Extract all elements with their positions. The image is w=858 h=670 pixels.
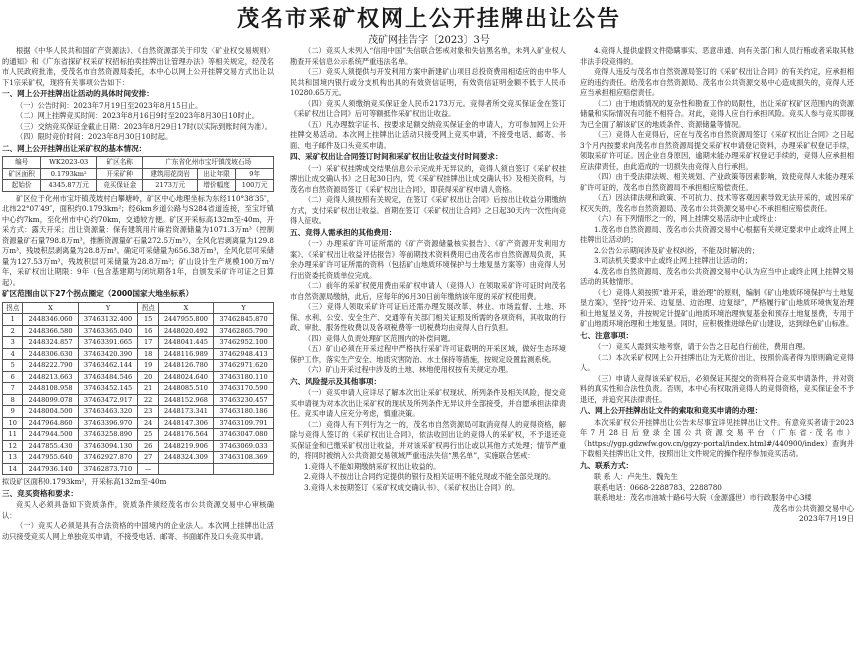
- s3-item: （五）凡办理数字证书、按要求足额交纳竞买保证金的申请人，方可参加网上公开挂牌交易活动。本次网上挂牌出让活动只接受网上竞买申请，不接受电话、邮寄、书面、电子邮件及口头竞买申请。: [290, 119, 566, 150]
- coordinate-cell: [214, 463, 274, 475]
- coordinate-cell: 37463180.110: [214, 371, 274, 383]
- signature-org: 茂名市公共资源交易中心: [772, 503, 854, 513]
- cell: 开采矿种: [96, 168, 142, 180]
- coordinate-cell: 37463069.033: [214, 440, 274, 452]
- s6-item: 1.竞得人不能如期缴纳采矿权出让收益的。: [304, 461, 441, 471]
- s1-item: （二）网上挂牌竞买时间：2023年8月16日9时至2023年8月30日10时止。: [16, 111, 260, 120]
- s3-item: （二）竞买人未列入“信用中国”失信联合惩戒对象和失信黑名单，未列入矿业权人勘查开采信息公示系统严重违法名单。: [290, 46, 566, 66]
- basic-info-table: [2, 156, 274, 192]
- coordinate-cell: 37463047.080: [214, 429, 274, 441]
- s5-item: （六）矿山开采过程中涉及的土地、林地使用权按有关规定办理。: [304, 365, 513, 374]
- cell: 竞买保证金: [96, 180, 142, 192]
- coordinate-cell: 2448024.640: [158, 371, 213, 383]
- cell: 编号: [3, 157, 41, 169]
- s4-item: （二）竞得人须按照有关规定，在签订《采矿权出让合同》后按出让收益分期缴纳方式，支付采矿权出让收益。首期在签订《采矿权出让合同》之日起30天内一次性向竞得人征收。: [290, 195, 566, 225]
- coordinate-cell: 2448306.630: [23, 348, 78, 360]
- coordinate-cell: 4: [3, 348, 23, 360]
- coordinate-cell: 2448041.445: [158, 337, 213, 349]
- coordinate-cell: 3: [3, 337, 23, 349]
- coordinate-cell: 37463391.665: [78, 337, 138, 349]
- coordinate-cell: 11: [3, 429, 23, 441]
- coordinate-cell: 8: [3, 394, 23, 406]
- coordinate-cell: 2448099.078: [23, 394, 78, 406]
- section-7-heading: 七、注意事项：: [580, 330, 634, 340]
- coordinate-cell: 12: [3, 440, 23, 452]
- s6-item: （七）竞得人须按照“谁开采，谁治理”的原则，编制《矿山地质环境保护与土地复垦方案》，坚持“边开采、边复垦、边治理、边复绿”，严格履行矿山地质环境恢复治理和土地复垦义务，并按规定计提矿山地质环境治理恢复基金和预存土地复垦费，专用于矿山地质环境治理和土地复垦。同时，应积极推进绿色矿山建设，达到绿色矿山标准。: [580, 287, 854, 328]
- coordinate-cell: 37462865.790: [214, 325, 274, 337]
- section-5-heading: 五、竞得人需承担的其他费用：: [290, 227, 397, 237]
- cell: 100万元: [236, 180, 274, 192]
- coordinate-cell: 37463420.390: [78, 348, 138, 360]
- s6-item: （三）竞得人在竞得后，应在与茂名市自然资源局签订《采矿权出让合同》之日起3个月内按要求向茂名市自然资源局提交采矿权申请登记资料，办理采矿权登记手续，领取采矿许可证。因企业自身原因，逾期未能办理采矿权登记手续的，竞得人应承担相应法律责任，由此造成的一切损失由竞得人自行承担。: [580, 130, 854, 171]
- coordinate-cell: 37463463.320: [78, 406, 138, 418]
- s7-item: （三）申请人竞得该采矿权后，必须保证其提交的资料符合竞买申请条件，并对资料的真实性和合法性负责。否则，本中心有权取消竞得人的竞得资格，竞买保证金不予退还，并追究其法律责任。: [580, 373, 854, 404]
- cell: 起始价: [3, 180, 41, 192]
- coordinate-row: [3, 337, 274, 349]
- column-3: [580, 46, 854, 525]
- coordinate-table: [2, 302, 274, 476]
- contact-line: 联 系 人：卢先生、魏先生: [594, 472, 678, 481]
- s6-item: 1.茂名市自然资源局、茂名市公共资源交易中心根据有关规定要求中止或终止网上挂牌出让活动的；: [580, 224, 854, 244]
- s5-item: （三）竞得人领取采矿许可证后还需办理发展改革、林业、市场监督、土地、环保、水利、公安、安全生产、交通等有关部门相关证照及所需的各项资料，其收取的行政、审批、服务性收费以及各项税费等一切税费均由竞得人自行负担。: [290, 302, 566, 332]
- col-header: 拐点: [138, 302, 158, 314]
- coords-heading: 矿区范围由以下27个拐点圈定（2000国家大地坐标系）: [2, 289, 194, 298]
- col-header: Y: [214, 302, 274, 314]
- coordinate-cell: 37463365.040: [78, 325, 138, 337]
- s7-item: （二）本次采矿权网上公开挂牌出让为无底价出让，按照价高者得为原则确定竞得人。: [580, 352, 854, 372]
- coordinate-cell: 37462948.413: [214, 348, 274, 360]
- coordinate-row: [3, 394, 274, 406]
- coordinate-cell: 21: [138, 383, 158, 395]
- coordinate-cell: 14: [3, 463, 23, 475]
- s4-item: （一）采矿权挂牌成交结果信息公示完成并无异议的，竞得人须自签订《采矿权挂牌出让成交确认书》之日起30日内，凭《采矿权挂牌出让成交确认书》及相关资料，与茂名市自然资源局签订《采矿权出让合同》，即获得采矿权申请人资格。: [290, 163, 566, 194]
- coordinate-cell: 2448126.780: [158, 360, 213, 372]
- coordinate-cell: 22: [138, 394, 158, 406]
- coordinate-cell: 2447964.860: [23, 417, 78, 429]
- coordinate-row: [3, 440, 274, 452]
- coordinate-cell: 37463108.369: [214, 452, 274, 464]
- s1-item: （一）公告时间：2023年7月19日至2023年8月15日止。: [16, 100, 203, 110]
- coordinate-cell: 37462927.870: [78, 452, 138, 464]
- s5-item: （四）竞得人负责处理矿区范围内的补偿问题。: [304, 333, 455, 343]
- s5-item: （一）办理采矿许可证所需的《矿产资源储量核实报告》、《矿产资源开发利用方案》、《采矿权出让收益评估报告》等前期技术资料费用已由茂名市自然资源局负责，其余办理采矿许可证所需的资料（包括矿山地质环境保护与土地复垦方案等）由竞得人另行出资委托资质单位完成。: [290, 239, 566, 280]
- s3-item: 竞买人必须具备如下资质条件，资质条件须经茂名市公共资源交易中心审核确认：: [2, 500, 274, 520]
- coordinate-cell: 6: [3, 371, 23, 383]
- s6-item: 3.竞得人未按期签订《采矿权成交确认书》、《采矿权出让合同》的。: [304, 482, 520, 492]
- coordinate-cell: 37463452.145: [78, 383, 138, 395]
- coordinate-cell: 1: [3, 314, 23, 326]
- cell: 增价幅度: [197, 180, 235, 192]
- coordinate-cell: 37463462.144: [78, 360, 138, 372]
- s6-item: 2.公告公示期间涉及矿业权纠纷，不能及时解决的；: [594, 245, 759, 255]
- coordinate-row: [3, 371, 274, 383]
- coordinate-cell: 2448324.309: [158, 452, 213, 464]
- coordinate-cell: 2448213.663: [23, 371, 78, 383]
- coordinate-cell: 37463094.130: [78, 440, 138, 452]
- s6-item: （二）竞得人有下列行为之一的，茂名市自然资源局可取消竞得人的竞得资格，解除与竞得人签订的《采矿权出让合同》，依法收回出让的竞得人的采矿权，不予退还竞买保证金和已缴采矿权出让收益，并对该采矿权再行出让或以其他方式处理；情节严重的，将同时被纳入公共资源交易领域严重违法失信“黑名单”，实施联合惩戒：: [290, 419, 566, 460]
- coordinate-cell: 23: [138, 406, 158, 418]
- coordinate-cell: 2448004.500: [23, 406, 78, 418]
- coordinate-cell: 2448147.306: [158, 417, 213, 429]
- s3-item: （一）竞买人必须是具有合法资格的中国境内的企业法人。本次网上挂牌出让活动只接受竞买人网上单独竞买申请，不接受电话、邮寄、书面邮件及口头竞买申请。: [2, 521, 274, 541]
- coordinate-cell: 37463180.186: [214, 406, 274, 418]
- coordinate-row: [3, 348, 274, 360]
- s6-item: （一）竞买申请人应详尽了解本次出让采矿权现状、所列条件及相关风险，提交竞买申请视为对本次出让采矿权的现状及所列条件无异议并全部接受，并自愿承担法律责任。竞买申请人应充分考虑，慎重决策。: [290, 388, 566, 418]
- section-8-heading: 八、网上公开挂牌出让文件的索取和竞买申请的办理：: [580, 406, 763, 415]
- s6-item: 竞得人违反与茂名市自然资源局签订的《采矿权出让合同》的有关约定，应承担相应的违约责任。给茂名市自然资源局、茂名市公共资源交易中心造成损失的，竞得人还应当承担相应赔偿责任。: [580, 67, 854, 97]
- coordinate-cell: 2: [3, 325, 23, 337]
- coordinate-cell: 2448222.790: [23, 360, 78, 372]
- section-3-heading: 三、竞买资格和要求：: [2, 488, 78, 498]
- coordinate-cell: 20: [138, 371, 158, 383]
- coordinate-cell: 18: [138, 348, 158, 360]
- cell: 广东省化州市宝圩镇茂坡石场: [143, 157, 274, 169]
- coordinate-row: [3, 314, 274, 326]
- col-header: X: [158, 302, 213, 314]
- s5-item: （五）矿山必须在开采过程中严格执行采矿许可证载明的开采区域，做好生态环境保护工作，落实生产安全、地质灾害防治、水土保持等措施，按规定设置监测系统。: [290, 344, 566, 364]
- coordinate-row: [3, 406, 274, 418]
- coordinate-cell: —: [138, 463, 158, 475]
- coordinate-rows: [3, 314, 274, 475]
- s5-item: （二）前年的采矿权使用费由采矿权申请人（竞得人）在领取采矿许可证时向茂名市自然资源局缴纳，此后，应每年的6月30日前年缴纳该年度的采矿权使用费。: [290, 281, 566, 301]
- coordinate-cell: 37463230.457: [214, 394, 274, 406]
- s6-item: 4.茂名市自然资源局、茂名市公共资源交易中心认为应当中止或终止网上挂牌交易活动的其他情形。: [580, 266, 854, 286]
- coordinate-row: [3, 417, 274, 429]
- col-header: Y: [78, 302, 138, 314]
- coordinate-cell: 17: [138, 337, 158, 349]
- s6-item: （五）因法律法规和政策、不可抗力、技术等客观因素导致无法开采的，或因采矿权灭失的，茂名市自然资源局、茂名市公共资源交易中心不承担相应赔偿责任。: [580, 193, 854, 213]
- section-1-heading: 一、网上公开挂牌出让活动的具体时间安排：: [2, 89, 154, 98]
- coordinate-cell: 5: [3, 360, 23, 372]
- s6-item: 2.竞得人不按出让合同约定提供的银行及相关证明不能兑现或不能全部兑现的。: [304, 472, 556, 481]
- coordinate-cell: 2448020.492: [158, 325, 213, 337]
- s3-item: （四）竞买人须缴纳竞买保证金人民币2173万元。竞得者所交竞买保证金在签订《采矿权出让合同》后可等额抵作采矿权出让收益。: [290, 98, 566, 118]
- coordinate-cell: 37463258.890: [78, 429, 138, 441]
- coordinate-cell: 9: [3, 406, 23, 418]
- section-6-heading: 六、风险提示及其他事项：: [290, 376, 382, 386]
- s6-item: （四）由于受法律法规、相关规划、产业政策等因素影响，致使竞得人未能办理采矿许可证的，茂名市自然资源局不承担相应赔偿责任。: [580, 172, 854, 192]
- s1-item: （四）限时竞价时间：2023年8月30日10时起。: [16, 132, 173, 141]
- coordinate-row: [3, 463, 274, 475]
- coordinate-row: [3, 452, 274, 464]
- intro-paragraph: 根据《中华人民共和国矿产资源法》、《自然资源部关于印发〈矿业权交易规则〉的通知》和《广东省探矿权采矿权招标拍卖挂牌出让管理办法》等相关规定，经茂名市人民政府批准，受茂名市自然资源局委托，本中心以网上公开挂牌交易方式出让以下1宗采矿权，现将有关事项公告如下：: [2, 46, 274, 87]
- coordinate-cell: 2448152.968: [158, 394, 213, 406]
- cell: WK2023-03: [41, 157, 97, 169]
- s7-item: （一）竞买人需到实地考察，请于公告之日起自行前往，费用自理。: [594, 342, 810, 351]
- s3-item: （三）竞买人须提供与开发利用方案中新建矿山项目总投资费用相适应的由中华人民共和国境内银行或分支机构出具的有效资信证明，有效资信证明金额不低于人民币10280.65万元。: [290, 67, 566, 97]
- section-2-heading: 二、网上公开挂牌出让采矿权的基本情况：: [2, 143, 147, 153]
- s1-item: （三）交纳竞买保证金截止日期：2023年8月29日17时(以实际到账时间为准）。: [16, 121, 272, 131]
- coordinate-cell: 2448366.580: [23, 325, 78, 337]
- cell: 矿区面积: [3, 168, 41, 180]
- coordinate-cell: 37463396.970: [78, 417, 138, 429]
- coordinate-cell: 2447955.640: [23, 452, 78, 464]
- document-number: 茂矿网挂告字〔2023〕3号: [368, 35, 490, 46]
- coordinate-cell: 24: [138, 417, 158, 429]
- coordinate-cell: 37463484.546: [78, 371, 138, 383]
- coordinate-cell: 37462845.870: [214, 314, 274, 326]
- cell: 9年: [236, 168, 274, 180]
- cell: 出让年限: [197, 168, 235, 180]
- column-2: [290, 46, 566, 493]
- coordinate-cell: 13: [3, 452, 23, 464]
- coordinate-cell: 2448108.958: [23, 383, 78, 395]
- contact-line: 联系电话：0668-2288783、2288780: [594, 482, 722, 492]
- cell: 0.1793km²: [41, 168, 97, 180]
- column-1: [2, 46, 274, 542]
- coordinate-cell: 37463109.791: [214, 417, 274, 429]
- coordinate-cell: 26: [138, 440, 158, 452]
- coordinate-cell: 25: [138, 429, 158, 441]
- cell: 2173万元: [143, 180, 198, 192]
- coords-note: 拟设矿区面积0.1793km²，开采标高132m至-40m: [2, 477, 167, 486]
- col-header: X: [23, 302, 78, 314]
- coordinate-cell: 37462971.620: [214, 360, 274, 372]
- signature-date: 2023年7月19日: [798, 514, 854, 523]
- contact-line: 联系地址：茂名市油城十路6号大院（金源盛世）市行政服务中心3楼: [594, 493, 812, 502]
- coordinate-cell: 10: [3, 417, 23, 429]
- coordinate-cell: 19: [138, 360, 158, 372]
- coordinate-cell: 37462952.100: [214, 337, 274, 349]
- page-title: 茂名市采矿权网上公开挂牌出让公告: [236, 7, 621, 32]
- coordinate-row: [3, 360, 274, 372]
- section-4-heading: 四、采矿权出让合同签订时间和采矿权出让收益支付时间要求：: [290, 152, 503, 161]
- coordinate-cell: 2448219.906: [158, 440, 213, 452]
- coordinate-cell: 15: [138, 314, 158, 326]
- coordinate-row: [3, 325, 274, 337]
- coordinate-cell: 37463472.917: [78, 394, 138, 406]
- s6-item: 3.司法机关要求中止或终止网上挂牌出让活动的；: [594, 256, 752, 265]
- coordinate-cell: [158, 463, 213, 475]
- coordinate-row: [3, 383, 274, 395]
- mine-description: 矿区位于化州市宝圩镇茂坡村白攀塘岭，矿区中心地理坐标为东经110°38′35″，北纬22°07′49″，面积约0.1793km²；经6km乡道公路与S284省道连接，至宝圩镇中心约7km，至化州市中心约70km，交通较方便。矿区开采标高132m至-40m，开采方式：露天开采；出让资源量：保有建筑用片麻岩资源储量为1071.3万m³（控制资源量矿石量798.8万m³，推断资源量矿石量272.5万m³），全风化岩剥离量为129.8万m³，残坡积层剥离量为28.8万m³。确定可采储量为656.38万m³，全风化层可采储量为127.53万m³，残坡积层可采储量为28.8万m³；矿山设计生产规模100万m³/年，采矿权出让期限：9年（包含基建期与闭坑期各1年，自颁发采矿许可证之日算起）。: [2, 193, 274, 287]
- coordinate-cell: 2448116.989: [158, 348, 213, 360]
- s6-item: 4.竞得人提供虚假文件隐瞒事实、恶意串通、向有关部门和人员行贿或者采取其他非法手段竞得的。: [580, 46, 854, 66]
- coordinate-cell: 2448176.564: [158, 429, 213, 441]
- section-9-heading: 九、联系方式：: [580, 460, 634, 470]
- cell: 4345.87万元: [41, 180, 97, 192]
- s6-item: （六）有下列情形之一的，网上挂牌交易活动中止或终止：: [594, 214, 781, 223]
- coordinate-cell: 37462873.710: [78, 463, 138, 475]
- coordinate-cell: 37463132.400: [78, 314, 138, 326]
- coordinate-cell: 2447944.500: [23, 429, 78, 441]
- coordinate-cell: 27: [138, 452, 158, 464]
- s8-paragraph: 本次采矿权公开挂牌出让公告未尽事宜详见挂牌出让文件。有意竞买者请于2023年7月28日后登录全国公共资源交易平台（广东省·茂名市）（https://ygp.gdzwfw.gov.cn/ggzy-portal/index.html#/440900/index）查询并下载相关挂牌出让文件，按照出让文件规定的操作程序参加竞买活动。: [580, 417, 854, 458]
- coordinate-cell: 37463170.590: [214, 383, 274, 395]
- coordinate-cell: 2447936.140: [23, 463, 78, 475]
- cell: 建筑用花岗岩: [143, 168, 198, 180]
- coordinate-cell: 2448324.857: [23, 337, 78, 349]
- coordinate-cell: 2448173.341: [158, 406, 213, 418]
- s6-item: （二）由于地质情况的复杂性和勘查工作的局限性，出让采矿权矿区范围内的资源储量和实际情况有可能不相符合。对此，竞得人应自行承担风险。竞买人参与竞买即视为已全面了解该矿区的地质条件、资源储量等情况。: [580, 98, 854, 129]
- coordinate-row: [3, 429, 274, 441]
- coordinate-cell: 2448085.510: [158, 383, 213, 395]
- cell: 矿区名称: [96, 157, 142, 169]
- coordinate-cell: 2448346.060: [23, 314, 78, 326]
- coordinate-cell: 2447955.800: [158, 314, 213, 326]
- coordinate-cell: 16: [138, 325, 158, 337]
- coordinate-cell: 2447855.430: [23, 440, 78, 452]
- coordinate-cell: 7: [3, 383, 23, 395]
- col-header: 拐点: [3, 302, 23, 314]
